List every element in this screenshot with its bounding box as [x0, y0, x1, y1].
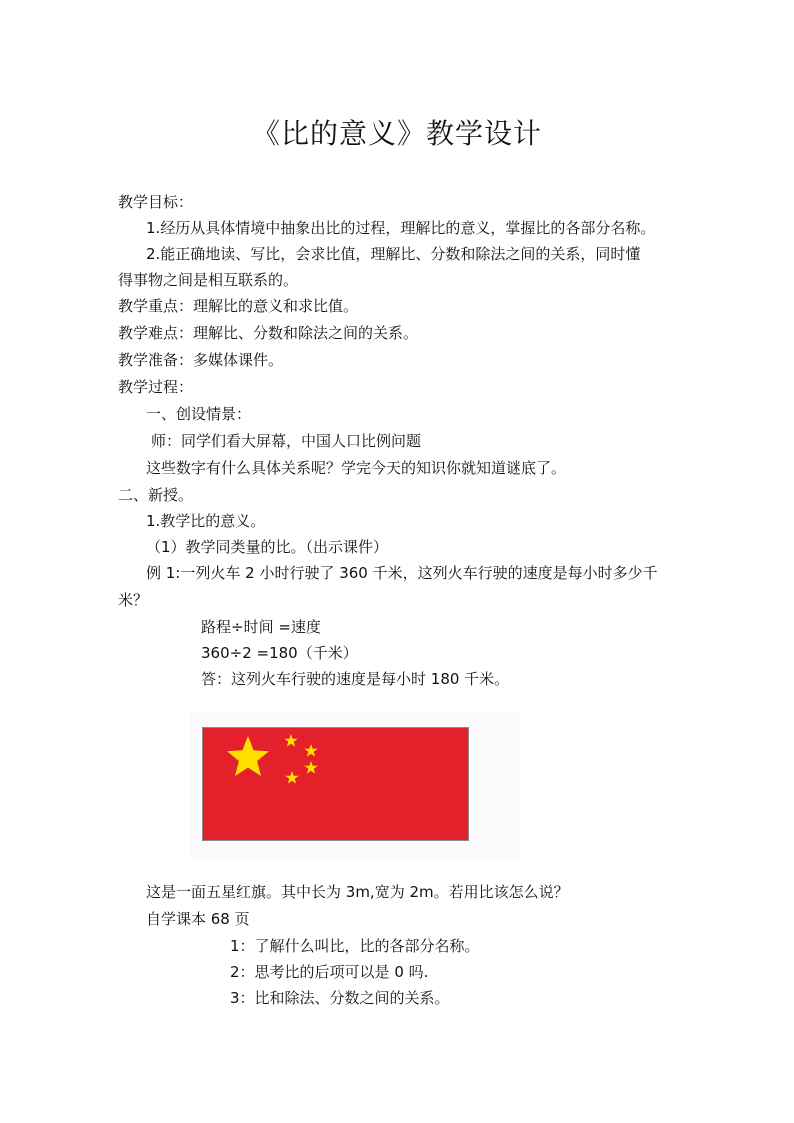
answer: 答：这列火车行驶的速度是每小时 180 千米。 — [201, 670, 510, 688]
section-2-heading: 二、新授。 — [118, 486, 194, 504]
task-3: 3：比和除法、分数之间的关系。 — [230, 989, 450, 1007]
goal-2-line-2: 得事物之间是相互联系的。 — [118, 271, 299, 289]
small-star-icon — [284, 734, 297, 747]
task-1: 1：了解什么叫比，比的各部分名称。 — [230, 937, 480, 955]
small-star-icon — [304, 761, 317, 774]
large-star-icon — [227, 736, 269, 776]
example-line-2: 米？ — [118, 591, 149, 609]
preparation: 教学准备：多媒体课件。 — [118, 351, 284, 369]
item-1: 1.教学比的意义。 — [146, 512, 266, 530]
formula: 路程÷时间 =速度 — [201, 618, 321, 636]
chinese-flag-image — [202, 727, 469, 841]
calculation: 360÷2 =180（千米） — [201, 644, 358, 662]
small-star-icon — [304, 744, 317, 757]
flag-stars — [203, 728, 470, 842]
example-line-1: 例 1:一列火车 2 小时行驶了 360 千米，这列火车行驶的速度是每小时多少千 — [146, 564, 658, 582]
difficulty: 教学难点：理解比、分数和除法之间的关系。 — [118, 324, 419, 342]
sub-item-1: （1）教学同类量的比。（出示课件） — [146, 538, 389, 556]
process-heading: 教学过程： — [118, 378, 194, 396]
task-2: 2：思考比的后项可以是 0 吗. — [230, 963, 429, 981]
teacher-line: 师：同学们看大屏幕，中国人口比例问题 — [151, 432, 422, 450]
self-study: 自学课本 68 页 — [146, 910, 250, 928]
goal-2-line-1: 2.能正确地读、写比，会求比值，理解比、分数和除法之间的关系，同时懂 — [146, 245, 641, 263]
flag-description: 这是一面五星红旗。其中长为 3m,宽为 2m。若用比该怎么说？ — [146, 883, 569, 901]
key-point: 教学重点：理解比的意义和求比值。 — [118, 297, 359, 315]
goal-1: 1.经历从具体情境中抽象出比的过程，理解比的意义，掌握比的各部分名称。 — [146, 219, 656, 237]
small-star-icon — [285, 771, 298, 784]
goals-heading: 教学目标： — [118, 193, 194, 211]
section-1-heading: 一、创设情景： — [146, 405, 252, 423]
page-title: 《比的意义》教学设计 — [251, 117, 542, 150]
question-line: 这些数字有什么具体关系呢？学完今天的知识你就知道谜底了。 — [146, 459, 567, 477]
